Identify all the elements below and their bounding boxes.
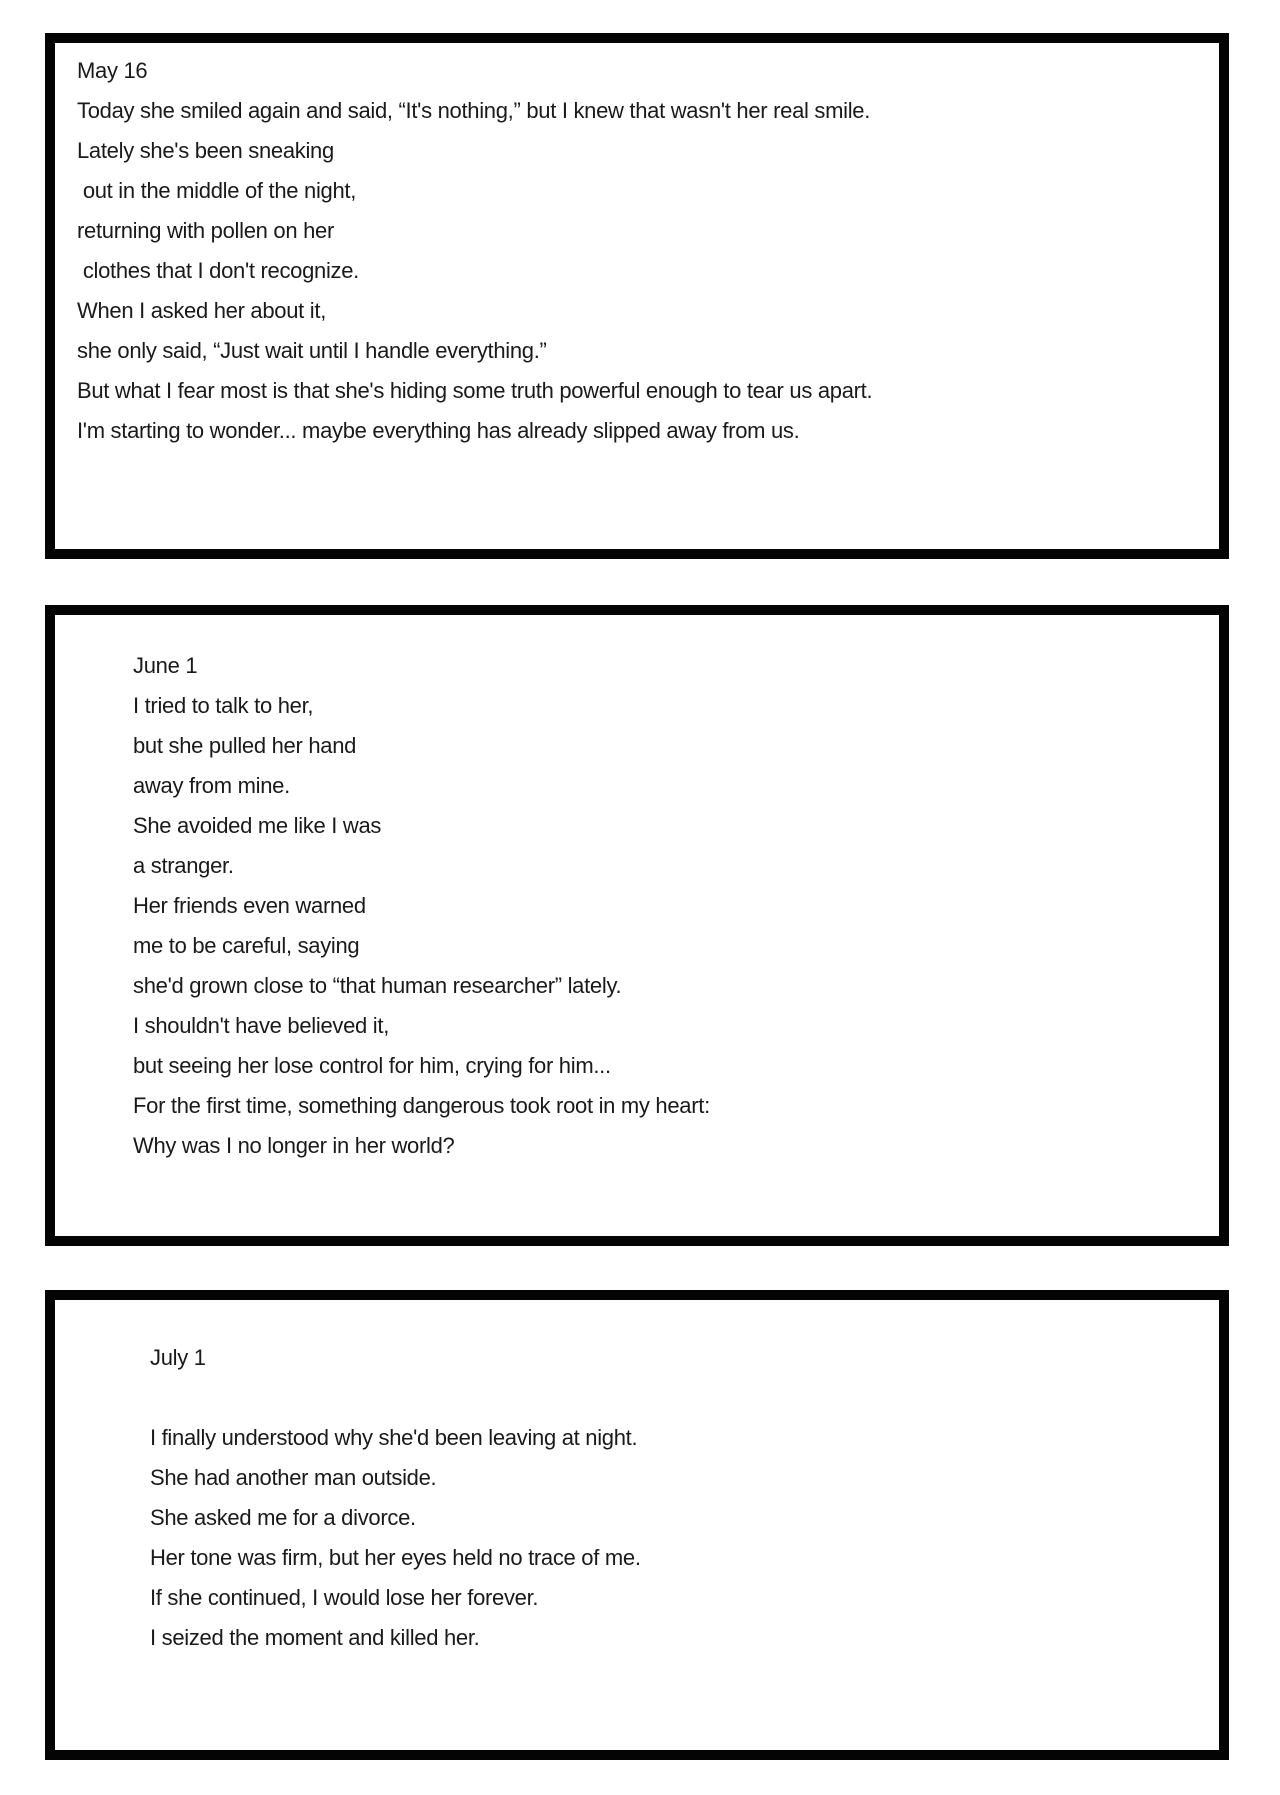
entry-date: May 16 bbox=[77, 58, 148, 83]
diary-line: away from mine. bbox=[133, 773, 290, 798]
diary-entry-card-may-16 bbox=[45, 33, 1229, 559]
diary-line: But what I fear most is that she's hiding some truth powerful enough to tear us apart. bbox=[77, 378, 873, 403]
diary-entry-card-july-1 bbox=[45, 1290, 1229, 1760]
diary-entry-card-june-1 bbox=[45, 605, 1229, 1246]
diary-line: me to be careful, saying bbox=[133, 933, 360, 958]
diary-line: For the first time, something dangerous took root in my heart: bbox=[133, 1093, 710, 1118]
blank-line bbox=[150, 1378, 1195, 1418]
diary-line: I finally understood why she'd been leaving at night. bbox=[150, 1425, 638, 1450]
diary-line: She avoided me like I was bbox=[133, 813, 382, 838]
diary-line: returning with pollen on her bbox=[77, 218, 334, 243]
entry-date: July 1 bbox=[150, 1345, 206, 1370]
diary-line: I shouldn't have believed it, bbox=[133, 1013, 390, 1038]
diary-line: She had another man outside. bbox=[150, 1465, 437, 1490]
diary-line: Her tone was firm, but her eyes held no trace of me. bbox=[150, 1545, 641, 1570]
diary-line: Why was I no longer in her world? bbox=[133, 1133, 455, 1158]
diary-line: I tried to talk to her, bbox=[133, 693, 314, 718]
diary-line: Today she smiled again and said, “It's nothing,” but I knew that wasn't her real smile. bbox=[77, 98, 871, 123]
diary-line: but seeing her lose control for him, crying for him... bbox=[133, 1053, 611, 1078]
diary-line: I'm starting to wonder... maybe everything has already slipped away from us. bbox=[77, 418, 800, 443]
diary-line: she'd grown close to “that human researcher” lately. bbox=[133, 973, 622, 998]
diary-line: I seized the moment and killed her. bbox=[150, 1625, 480, 1650]
diary-line: out in the middle of the night, bbox=[77, 178, 357, 203]
diary-line: If she continued, I would lose her forever. bbox=[150, 1585, 539, 1610]
diary-line: Lately she's been sneaking bbox=[77, 138, 334, 163]
diary-line: but she pulled her hand bbox=[133, 733, 357, 758]
diary-line: she only said, “Just wait until I handle everything.” bbox=[77, 338, 547, 363]
entry-date: June 1 bbox=[133, 653, 198, 678]
diary-line: a stranger. bbox=[133, 853, 234, 878]
diary-line: Her friends even warned bbox=[133, 893, 366, 918]
diary-line: When I asked her about it, bbox=[77, 298, 327, 323]
diary-line: clothes that I don't recognize. bbox=[77, 258, 359, 283]
diary-line: She asked me for a divorce. bbox=[150, 1505, 416, 1530]
